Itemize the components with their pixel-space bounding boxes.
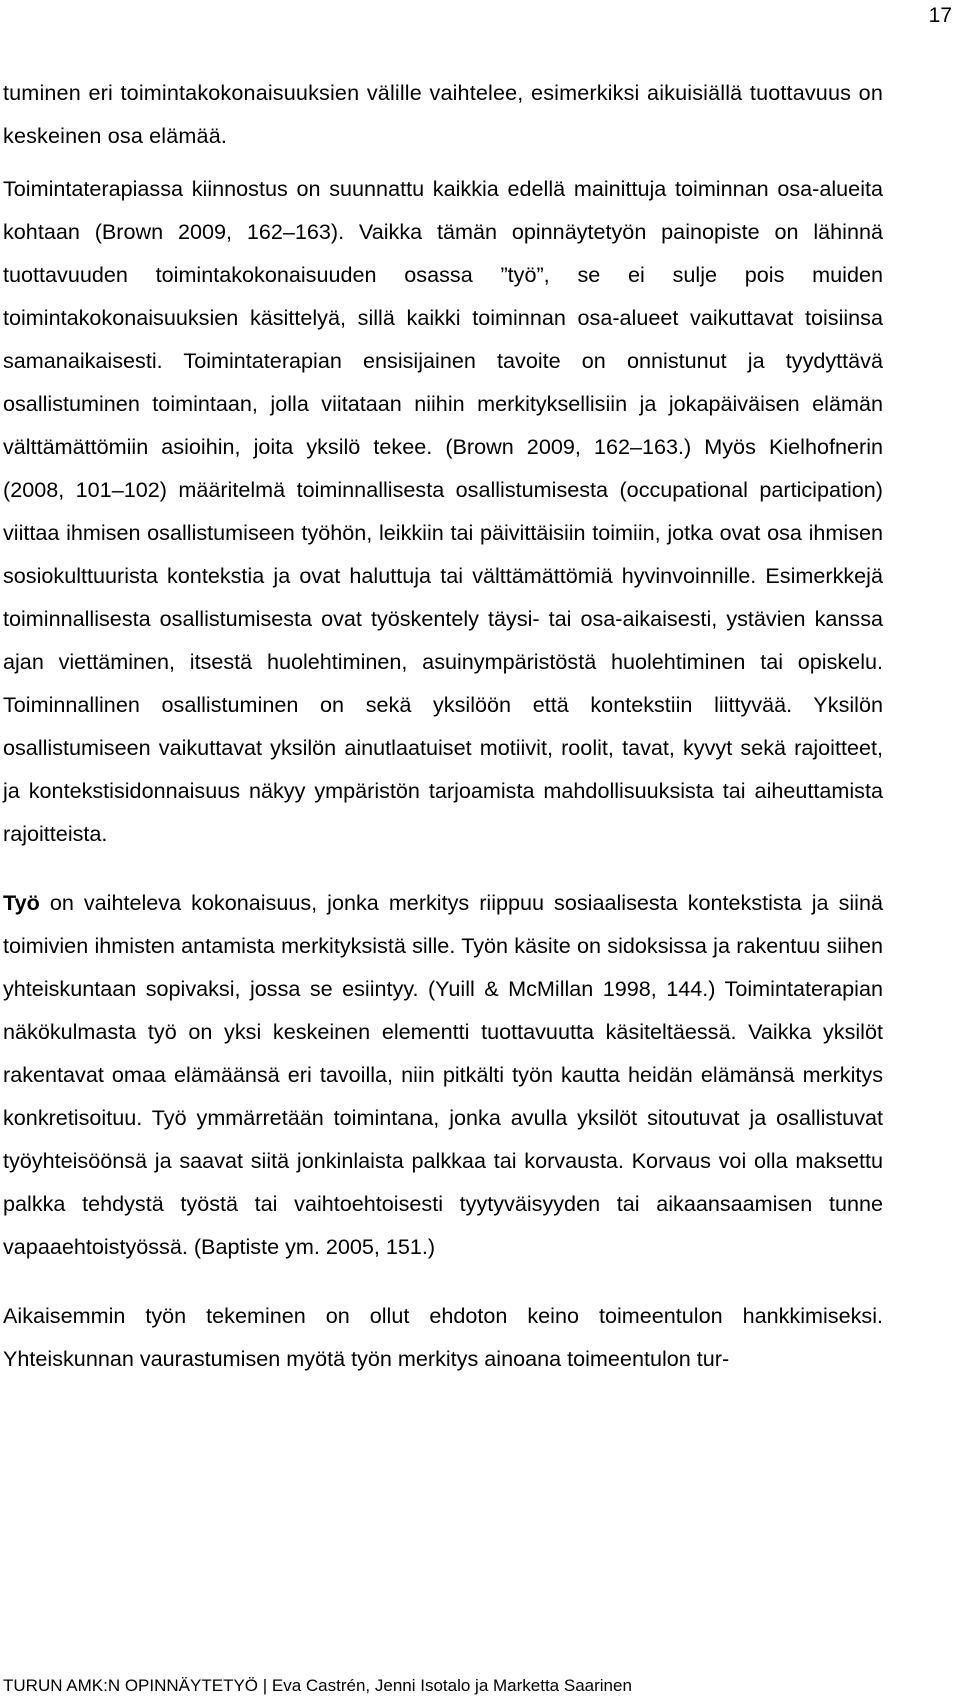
paragraph-gap (3, 157, 883, 167)
paragraph-3 (3, 881, 883, 1268)
paragraph-gap (3, 1268, 883, 1294)
paragraph-4: Aikaisemmin työn tekeminen on ollut ehdoton keino toimeentulon hankkimiseksi. Yhteiskunnan vaurastumisen myötä työn merkitys ainoana toimeentulon tur- (3, 1303, 883, 1371)
paragraph-2: Toimintaterapiassa kiinnostus on suunnattu kaikkia edellä mainittuja toiminnan osa-alueita kohtaan (Brown 2009, 162–163). Vaikka tämän opinnäytetyön painopiste on lähinnä tuottavuuden toimintakokonaisuuden osassa ”työ”, se ei sulje pois muiden toimintakokonaisuuksien käsittelyä, sillä kaikki toiminnan osa-alueet vaikuttavat toisiinsa samanaikaisesti. Toimintaterapian ensisijainen tavoite on onnistunut ja tyydyttävä osallistuminen toimintaan, jolla viitataan niihin merkityksellisiin ja jokapäiväisen elämän välttämättömiin asioihin, joita yksilö tekee. (Brown 2009, 162–163.) Myös Kielhofnerin (2008, 101–102) määritelmä toiminnallisesta osallistumisesta (occupational participation) viittaa ihmisen osallistumiseen työhön, leikkiin tai päivittäisiin toimiin, jotka ovat osa ihmisen sosiokulttuurista kontekstia ja ovat haluttuja tai välttämättömiä hyvinvoinnille. Esimerkkejä toiminnallisesta osallistumisesta ovat työskentely täysi- tai osa-aikaisesti, ystävien kanssa ajan viettäminen, itsestä huolehtiminen, asuinympäristöstä huolehtiminen tai opiskelu. Toiminnallinen osallistuminen on sekä yksilöön että kontekstiin liittyvää. Yksilön osallistumiseen vaikuttavat yksilön ainutlaatuiset motiivit, roolit, tavat, kyvyt sekä rajoitteet, ja kontekstisidonnaisuus näkyy ympäristön tarjoamista mahdollisuuksista tai aiheuttamista rajoitteista. (3, 176, 883, 846)
term-tyo: Työ (3, 890, 40, 915)
document-body (3, 71, 883, 1380)
paragraph-1: tuminen eri toimintakokonaisuuksien välille vaihtelee, esimerkiksi aikuisiällä tuottavuus on keskeinen osa elämää. (3, 80, 883, 148)
paragraph-gap (3, 855, 883, 881)
paragraph-3-text: on vaihteleva kokonaisuus, jonka merkitys riippuu sosiaalisesta kontekstista ja siinä toimivien ihmisten antamista merkityksistä sille. Työn käsite on sidoksissa ja rakentuu siihen yhteiskuntaan sopivaksi, jossa se esiintyy. (Yuill & McMillan 1998, 144.) Toimintaterapian näkökulmasta työ on yksi keskeinen elementti tuottavuutta käsiteltäessä. Vaikka yksilöt rakentavat omaa elämäänsä eri tavoilla, niin pitkälti työn kautta heidän elämänsä merkitys konkretisoituu. Työ ymmärretään toimintana, jonka avulla yksilöt sitoutuvat ja osallistuvat työyhteisöönsä ja saavat siitä jonkinlaista palkkaa tai korvausta. Korvaus voi olla maksettu palkka tehdystä työstä tai vaihtoehtoisesti tyytyväisyyden tai aikaansaamisen tunne vapaaehtoistyössä. (Baptiste ym. 2005, 151.) (3, 890, 883, 1259)
page-footer: TURUN AMK:N OPINNÄYTETYÖ | Eva Castrén, Jenni Isotalo ja Marketta Saarinen (3, 1676, 632, 1695)
page-number: 17 (928, 4, 952, 27)
